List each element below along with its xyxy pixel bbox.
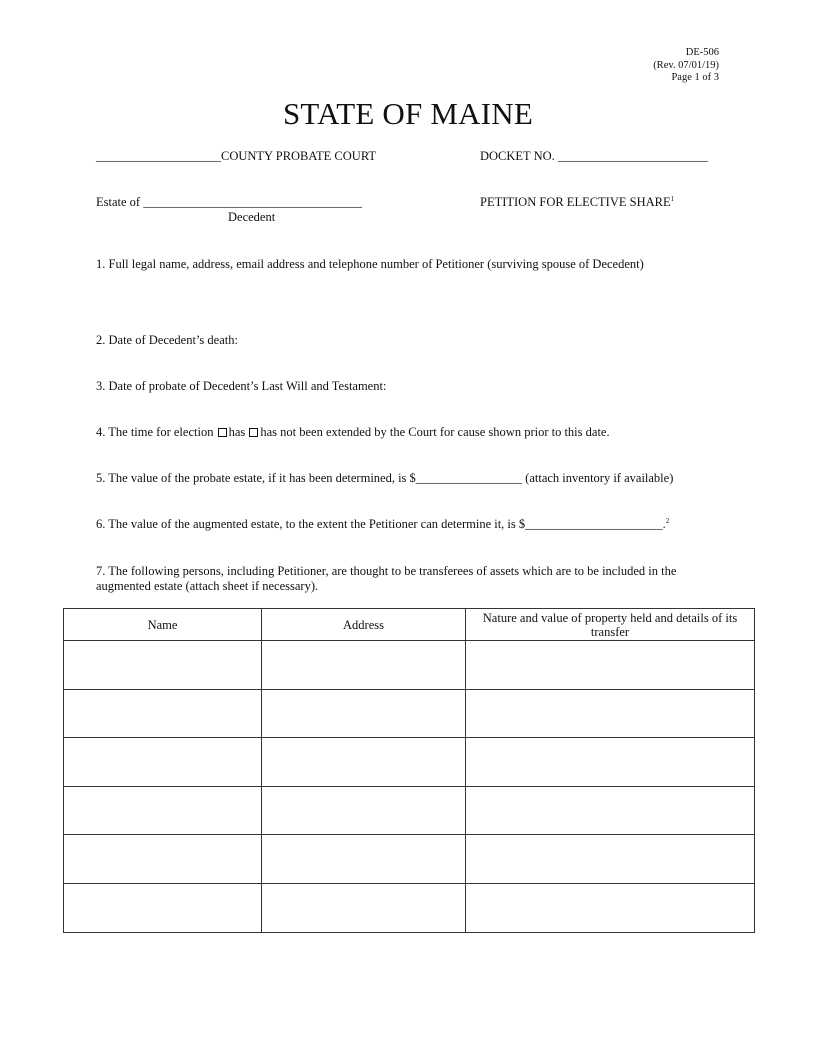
form-identifier: [653, 47, 719, 85]
county-court-line: [96, 149, 376, 164]
item-5-probate-estate-value[interactable]: 5. The value of the probate estate, if it has been determined, is $_________________ (attach inventory if available): [96, 471, 674, 485]
form-revision: (Rev. 07/01/19): [653, 59, 719, 71]
table-header-row: [64, 609, 755, 641]
has-not-checkbox[interactable]: [249, 428, 258, 437]
name-cell[interactable]: [64, 641, 262, 690]
property-cell[interactable]: [466, 883, 755, 932]
item-4-time-for-election: [96, 425, 610, 440]
name-cell[interactable]: [64, 883, 262, 932]
table-row: [64, 883, 755, 932]
item-7-line-1: 7. The following persons, including Petitioner, are thought to be transferees of assets which are to be included in the: [96, 564, 677, 578]
has-checkbox[interactable]: [218, 428, 227, 437]
name-cell[interactable]: [64, 689, 262, 738]
item-4-text: 4. The time for election: [96, 425, 214, 439]
table-row: [64, 738, 755, 787]
address-cell[interactable]: [262, 689, 466, 738]
table-row: [64, 835, 755, 884]
footnote-marker-1: 1: [670, 194, 675, 203]
has-label: has: [228, 425, 246, 439]
property-cell[interactable]: [466, 689, 755, 738]
petition-title-text: PETITION FOR ELECTIVE SHARE: [480, 195, 671, 209]
item-1-petitioner-info: 1. Full legal name, address, email address and telephone number of Petitioner (surviving spouse of Decedent): [96, 257, 644, 271]
property-cell[interactable]: [466, 738, 755, 787]
table-row: [64, 689, 755, 738]
estate-of-field[interactable]: Estate of ___________________________________: [96, 195, 362, 209]
county-name-field[interactable]: ____________________: [96, 149, 221, 163]
form-number: DE-506: [685, 47, 719, 58]
address-cell[interactable]: [262, 738, 466, 787]
address-column-header: Address: [262, 609, 466, 641]
property-column-header: Nature and value of property held and details of its transfer: [466, 609, 755, 641]
property-cell[interactable]: [466, 641, 755, 690]
address-cell[interactable]: [262, 641, 466, 690]
item-6-augmented-estate-value[interactable]: [96, 517, 669, 532]
name-cell[interactable]: [64, 835, 262, 884]
property-cell[interactable]: [466, 786, 755, 835]
item-7-line-2: augmented estate (attach sheet if necessary).: [96, 579, 319, 593]
address-cell[interactable]: [262, 835, 466, 884]
decedent-label: Decedent: [228, 210, 276, 224]
address-cell[interactable]: [262, 883, 466, 932]
page-title: STATE OF MAINE: [282, 96, 534, 131]
petition-title: [480, 195, 674, 210]
item-3-date-of-probate: 3. Date of probate of Decedent’s Last Will and Testament:: [96, 379, 387, 393]
name-cell[interactable]: [64, 738, 262, 787]
name-column-header: Name: [64, 609, 262, 641]
page-number: Page 1 of 3: [671, 72, 719, 83]
address-cell[interactable]: [262, 786, 466, 835]
has-not-label: has not been extended by the Court for cause shown prior to this date.: [260, 425, 610, 439]
footnote-marker-2: 2: [665, 516, 670, 525]
docket-number-field[interactable]: DOCKET NO. ________________________: [480, 149, 708, 163]
name-cell[interactable]: [64, 786, 262, 835]
property-cell[interactable]: [466, 835, 755, 884]
item-2-date-of-death: 2. Date of Decedent’s death:: [96, 333, 238, 347]
table-row: [64, 786, 755, 835]
table-row: [64, 641, 755, 690]
item-6-text: 6. The value of the augmented estate, to the extent the Petitioner can determine it, is $______________________.: [96, 517, 666, 531]
court-label: COUNTY PROBATE COURT: [221, 149, 377, 163]
transferees-table: [63, 608, 755, 933]
